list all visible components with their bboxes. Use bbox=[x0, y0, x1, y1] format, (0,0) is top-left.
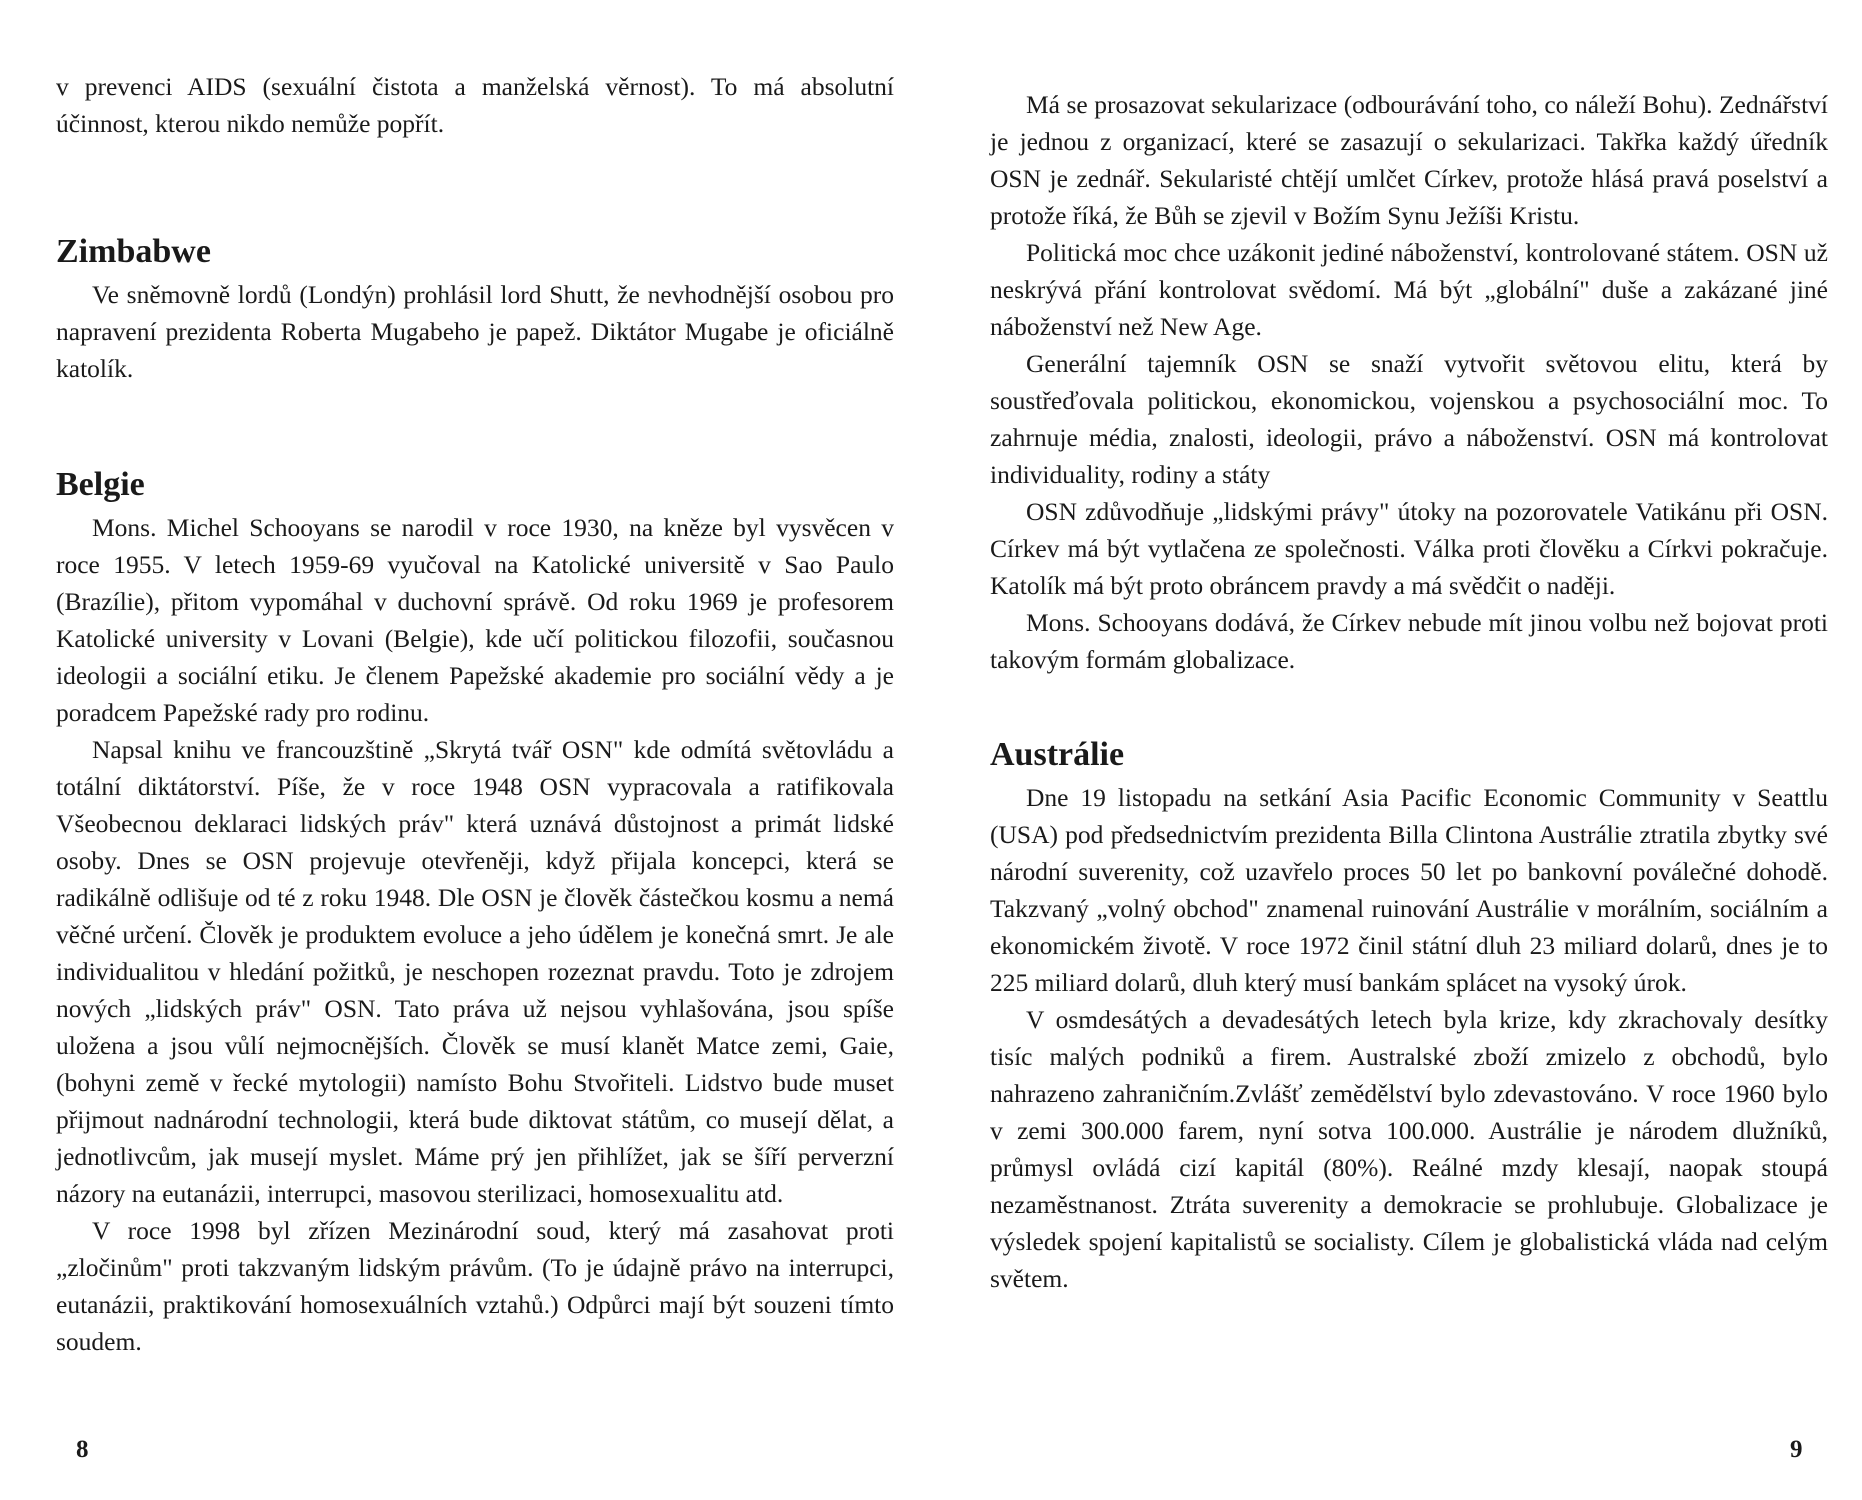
belgie-paragraph-1: Mons. Michel Schooyans se narodil v roce 1930, na kněze byl vysvěcen v roce 1955. V letech 1959-69 vyučoval na Katolické universitě v Sao Paulo (Brazílie), přitom vypomáhal v duchovní správě. Od roku 1969 je profesorem Katolické university v Lovani (Belgie), kde učí politickou filozofii, současnou ideologii a sociální etiku. Je členem Papežské akademie pro sociální vědy a je poradcem Papežské rady pro rodinu. bbox=[56, 513, 894, 727]
australie-section bbox=[990, 735, 1828, 1297]
osn-paragraph-2: Politická moc chce uzákonit jediné náboženství, kontrolované státem. OSN už neskrývá přání kontrolovat svědomí. Má být „globální" duše a zakázané jiné náboženství než New Age. bbox=[990, 238, 1828, 341]
belgie-section bbox=[56, 465, 894, 1360]
page-number-right: 9 bbox=[1790, 1436, 1803, 1463]
osn-section bbox=[990, 86, 1828, 678]
osn-paragraph-3: Generální tajemník OSN se snaží vytvořit světovou elitu, která by soustřeďovala politickou, ekonomickou, vojenskou a psychosociální moc. To zahrnuje média, znalosti, ideologii, právo a náboženství. OSN má kontrolovat individuality, rodiny a státy bbox=[990, 349, 1828, 489]
belgie-paragraph-2: Napsal knihu ve francouzštině „Skrytá tvář OSN" kde odmítá světovládu a totální diktátorství. Píše, že v roce 1948 OSN vypracovala a ratifikovala Všeobecnou deklaraci lidských práv" která uznává důstojnost a primát lidské osoby. Dnes se OSN projevuje otevřeněji, když přijala koncepci, která se radikálně odlišuje od té z roku 1948. Dle OSN je člověk částečkou kosmu a nemá věčné určení. Člověk je produktem evoluce a jeho údělem je konečná smrt. Je ale individualitou v hledání požitků, je neschopen rozeznat pravdu. Toto je zdrojem nových „lidských práv" OSN. Tato práva už nejsou vyhlašována, jsou spíše uložena a jsou vůlí nejmocnějších. Člověk se musí klanět Matce zemi, Gaie, (bohyni země v řecké mytologii) namísto Bohu Stvořiteli. Lidstvo bude muset přijmout nadnárodní technologii, která bude diktovat státům, co musejí dělat, a jednotlivcům, jak musejí myslet. Máme prý jen přihlížet, jak se šíří perverzní názory na eutanázii, interrupci, masovou sterilizaci, homosexualitu atd. bbox=[56, 735, 894, 1208]
zimbabwe-section bbox=[56, 232, 894, 387]
osn-paragraph-4: OSN zdůvodňuje „lidskými právy" útoky na pozorovatele Vatikánu při OSN. Církev má být vytlačena ze společnosti. Válka proti člověku a Církvi pokračuje. Katolík má být proto obráncem pravdy a má svědčit o naději. bbox=[990, 497, 1828, 600]
belgie-heading: Belgie bbox=[56, 466, 145, 503]
right-page bbox=[990, 0, 1828, 1500]
australie-paragraph-1: Dne 19 listopadu na setkání Asia Pacific Economic Community v Seattlu (USA) pod předsednictvím prezidenta Billa Clintona Austrálie ztratila zbytky své národní suverenity, což uzavřelo proces 50 let po bankovní poválečné dohodě. Takzvaný „volný obchod" znamenal ruinování Austrálie v morálním, sociálním a ekonomickém životě. V roce 1972 činil státní dluh 23 miliard dolarů, dnes je to 225 miliard dolarů, dluh který musí bankám splácet na vysoký úrok. bbox=[990, 783, 1828, 997]
osn-paragraph-5: Mons. Schooyans dodává, že Církev nebude mít jinou volbu než bojovat proti takovým formám globalizace. bbox=[990, 608, 1828, 674]
zimbabwe-heading: Zimbabwe bbox=[56, 233, 211, 270]
osn-paragraph-1: Má se prosazovat sekularizace (odbourávání toho, co náleží Bohu). Zednářství je jednou z organizací, které se zasazují o sekularizaci. Takřka každý úředník OSN je zednář. Sekularisté chtějí umlčet Církev, protože hlásá pravá poselství a protože říká, že Bůh se zjevil v Božím Synu Ježíši Kristu. bbox=[990, 90, 1828, 230]
page-number-left: 8 bbox=[76, 1436, 89, 1463]
left-page bbox=[56, 0, 894, 1500]
intro-section bbox=[56, 68, 894, 142]
australie-heading: Austrálie bbox=[990, 736, 1125, 773]
australie-paragraph-2: V osmdesátých a devadesátých letech byla krize, kdy zkrachovaly desítky tisíc malých podniků a firem. Australské zboží zmizelo z obchodů, bylo nahrazeno zahraničním.Zvlášť zemědělství bylo zdevastováno. V roce 1960 bylo v zemi 300.000 farem, nyní sotva 100.000. Austrálie je národem dlužníků, průmysl ovládá cizí kapitál (80%). Reálné mzdy klesají, naopak stoupá nezaměstnanost. Ztráta suverenity a demokracie se prohlubuje. Globalizace je výsledek spojení kapitalistů se socialisty. Cílem je globalistická vláda nad celým světem. bbox=[990, 1005, 1828, 1293]
zimbabwe-paragraph: Ve sněmovně lordů (Londýn) prohlásil lord Shutt, že nevhodnější osobou pro napravení prezidenta Roberta Mugabeho je papež. Diktátor Mugabe je oficiálně katolík. bbox=[56, 280, 894, 383]
belgie-paragraph-3: V roce 1998 byl zřízen Mezinárodní soud, který má zasahovat proti „zločinům" proti takzvaným lidským právům. (To je údajně právo na interrupci, eutanázii, praktikování homosexuálních vztahů.) Odpůrci mají být souzeni tímto soudem. bbox=[56, 1216, 894, 1356]
intro-paragraph: v prevenci AIDS (sexuální čistota a manželská věrnost). To má absolutní účinnost, kterou nikdo nemůže popřít. bbox=[56, 72, 894, 138]
